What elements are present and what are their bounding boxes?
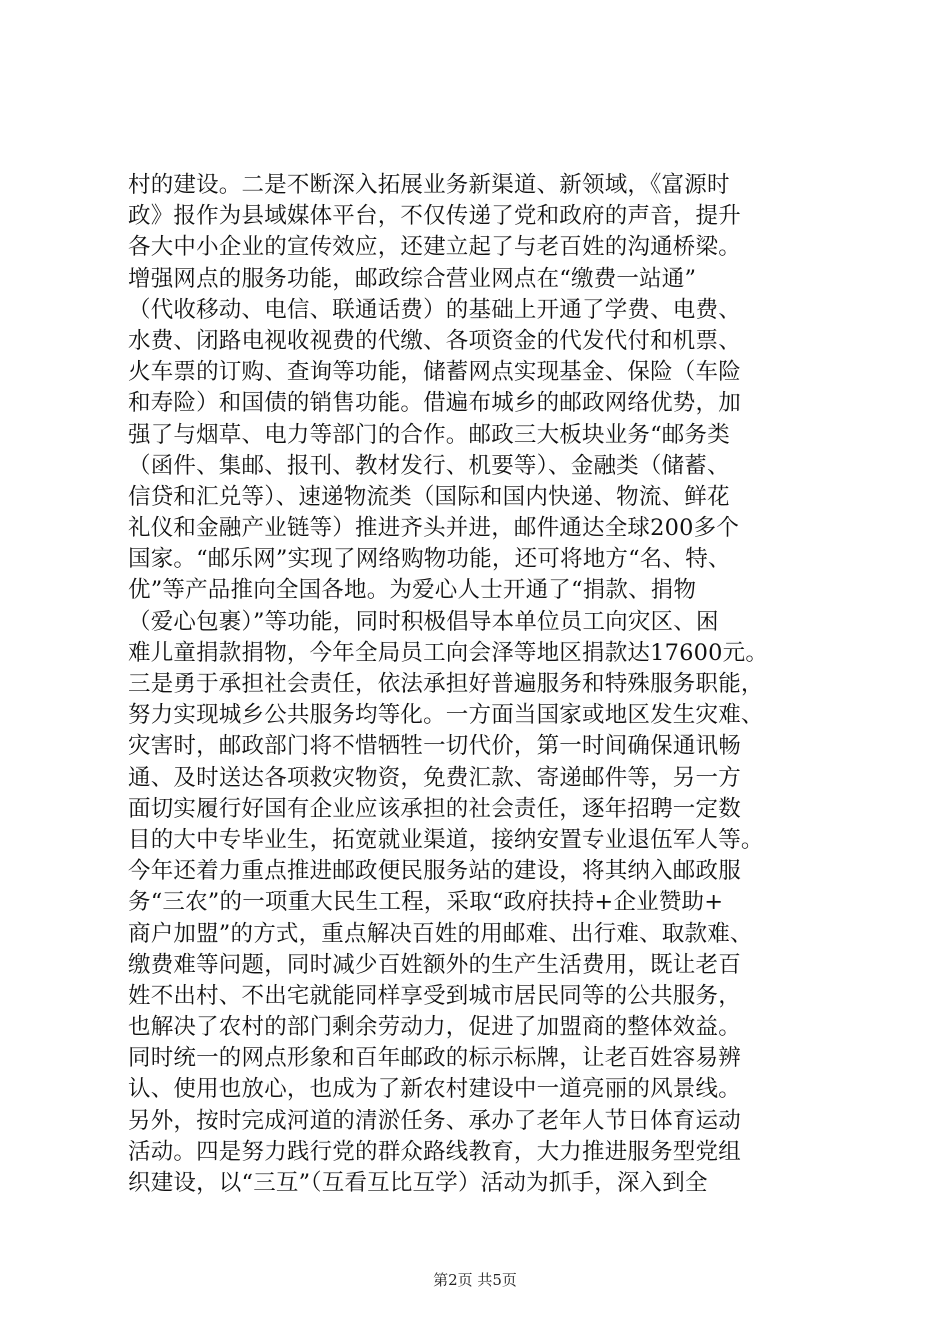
text-line: 水费、闭路电视收视费的代缴、各项资金的代发代付和机票、 xyxy=(128,327,741,354)
text-line: （代收移动、电信、联通话费）的基础上开通了学费、电费、 xyxy=(128,296,741,323)
page-number-footer: 第2页 共5页 xyxy=(433,1271,517,1289)
text-line: 三是勇于承担社会责任，依法承担好普遍服务和特殊服务职能， xyxy=(128,671,764,697)
text-line: 村的建设。二是不断深入拓展业务新渠道、新领域，《富源时 xyxy=(128,172,730,198)
text-line: 和寿险）和国债的销售功能。借遍布城乡的邮政网络优势，加 xyxy=(128,390,741,417)
text-line: 信贷和汇兑等）、速递物流类（国际和国内快递、物流、鲜花 xyxy=(128,483,730,510)
text-line: 织建设，以“三互”（互看互比互学）活动为抓手，深入到全 xyxy=(128,1170,708,1196)
text-line: 国家。“邮乐网”实现了网络购物功能，还可将地方“名、特、 xyxy=(128,546,731,573)
text-line: 难儿童捐款捐物，今年全局员工向会泽等地区捐款达17600元。 xyxy=(128,639,769,666)
text-line: 礼仪和金融产业链等）推进齐头并进，邮件通达全球200多个 xyxy=(128,515,740,542)
text-line: 通、及时送达各项救灾物资，免费汇款、寄递邮件等，另一方 xyxy=(128,764,741,791)
text-line: 火车票的订购、查询等功能，储蓄网点实现基金、保险（车险 xyxy=(128,359,741,386)
text-line: 务“三农”的一项重大民生工程，采取“政府扶持+企业赞助+ xyxy=(128,889,724,916)
text-line: 目的大中专毕业生，拓宽就业渠道，接纳安置专业退伍军人等。 xyxy=(128,826,764,853)
text-line: 同时统一的网点形象和百年邮政的标示标牌，让老百姓容易辨 xyxy=(128,1045,741,1072)
text-line: 增强网点的服务功能，邮政综合营业网点在“缴费一站通” xyxy=(128,265,697,292)
text-line: 今年还着力重点推进邮政便民服务站的建设，将其纳入邮政服 xyxy=(128,858,741,885)
text-line: 也解决了农村的部门剩余劳动力，促进了加盟商的整体效益。 xyxy=(128,1014,741,1041)
body-text xyxy=(128,170,848,1199)
text-line: 缴费难等问题，同时减少百姓额外的生产生活费用，既让老百 xyxy=(128,951,741,978)
text-line: 面切实履行好国有企业应该承担的社会责任，逐年招聘一定数 xyxy=(128,795,741,822)
text-line: 各大中小企业的宣传效应，还建立起了与老百姓的沟通桥梁。 xyxy=(128,234,741,261)
text-line: （爱心包裹）”等功能，同时积极倡导本单位员工向灾区、困 xyxy=(128,608,719,635)
text-line: 活动。四是努力践行党的群众路线教育，大力推进服务型党组 xyxy=(128,1138,741,1165)
text-line: 优”等产品推向全国各地。为爱心人士开通了“捐款、捐物 xyxy=(128,577,697,604)
text-line: 商户加盟”的方式，重点解决百姓的用邮难、出行难、取款难、 xyxy=(128,920,753,947)
text-line: （函件、集邮、报刊、教材发行、机要等）、金融类（储蓄、 xyxy=(128,452,730,479)
text-line: 政》报作为县域媒体平台，不仅传递了党和政府的声音，提升 xyxy=(128,203,741,230)
text-line: 努力实现城乡公共服务均等化。一方面当国家或地区发生灾难、 xyxy=(128,702,764,729)
text-line: 认、使用也放心，也成为了新农村建设中一道亮丽的风景线。 xyxy=(128,1076,741,1103)
text-line: 灾害时，邮政部门将不惜牺牲一切代价，第一时间确保通讯畅 xyxy=(128,733,741,760)
text-line: 另外，按时完成河道的清淤任务、承办了老年人节日体育运动 xyxy=(128,1107,741,1134)
text-line: 强了与烟草、电力等部门的合作。邮政三大板块业务“邮务类 xyxy=(128,421,730,448)
text-line: 姓不出村、不出宅就能同样享受到城市居民同等的公共服务， xyxy=(128,982,741,1009)
